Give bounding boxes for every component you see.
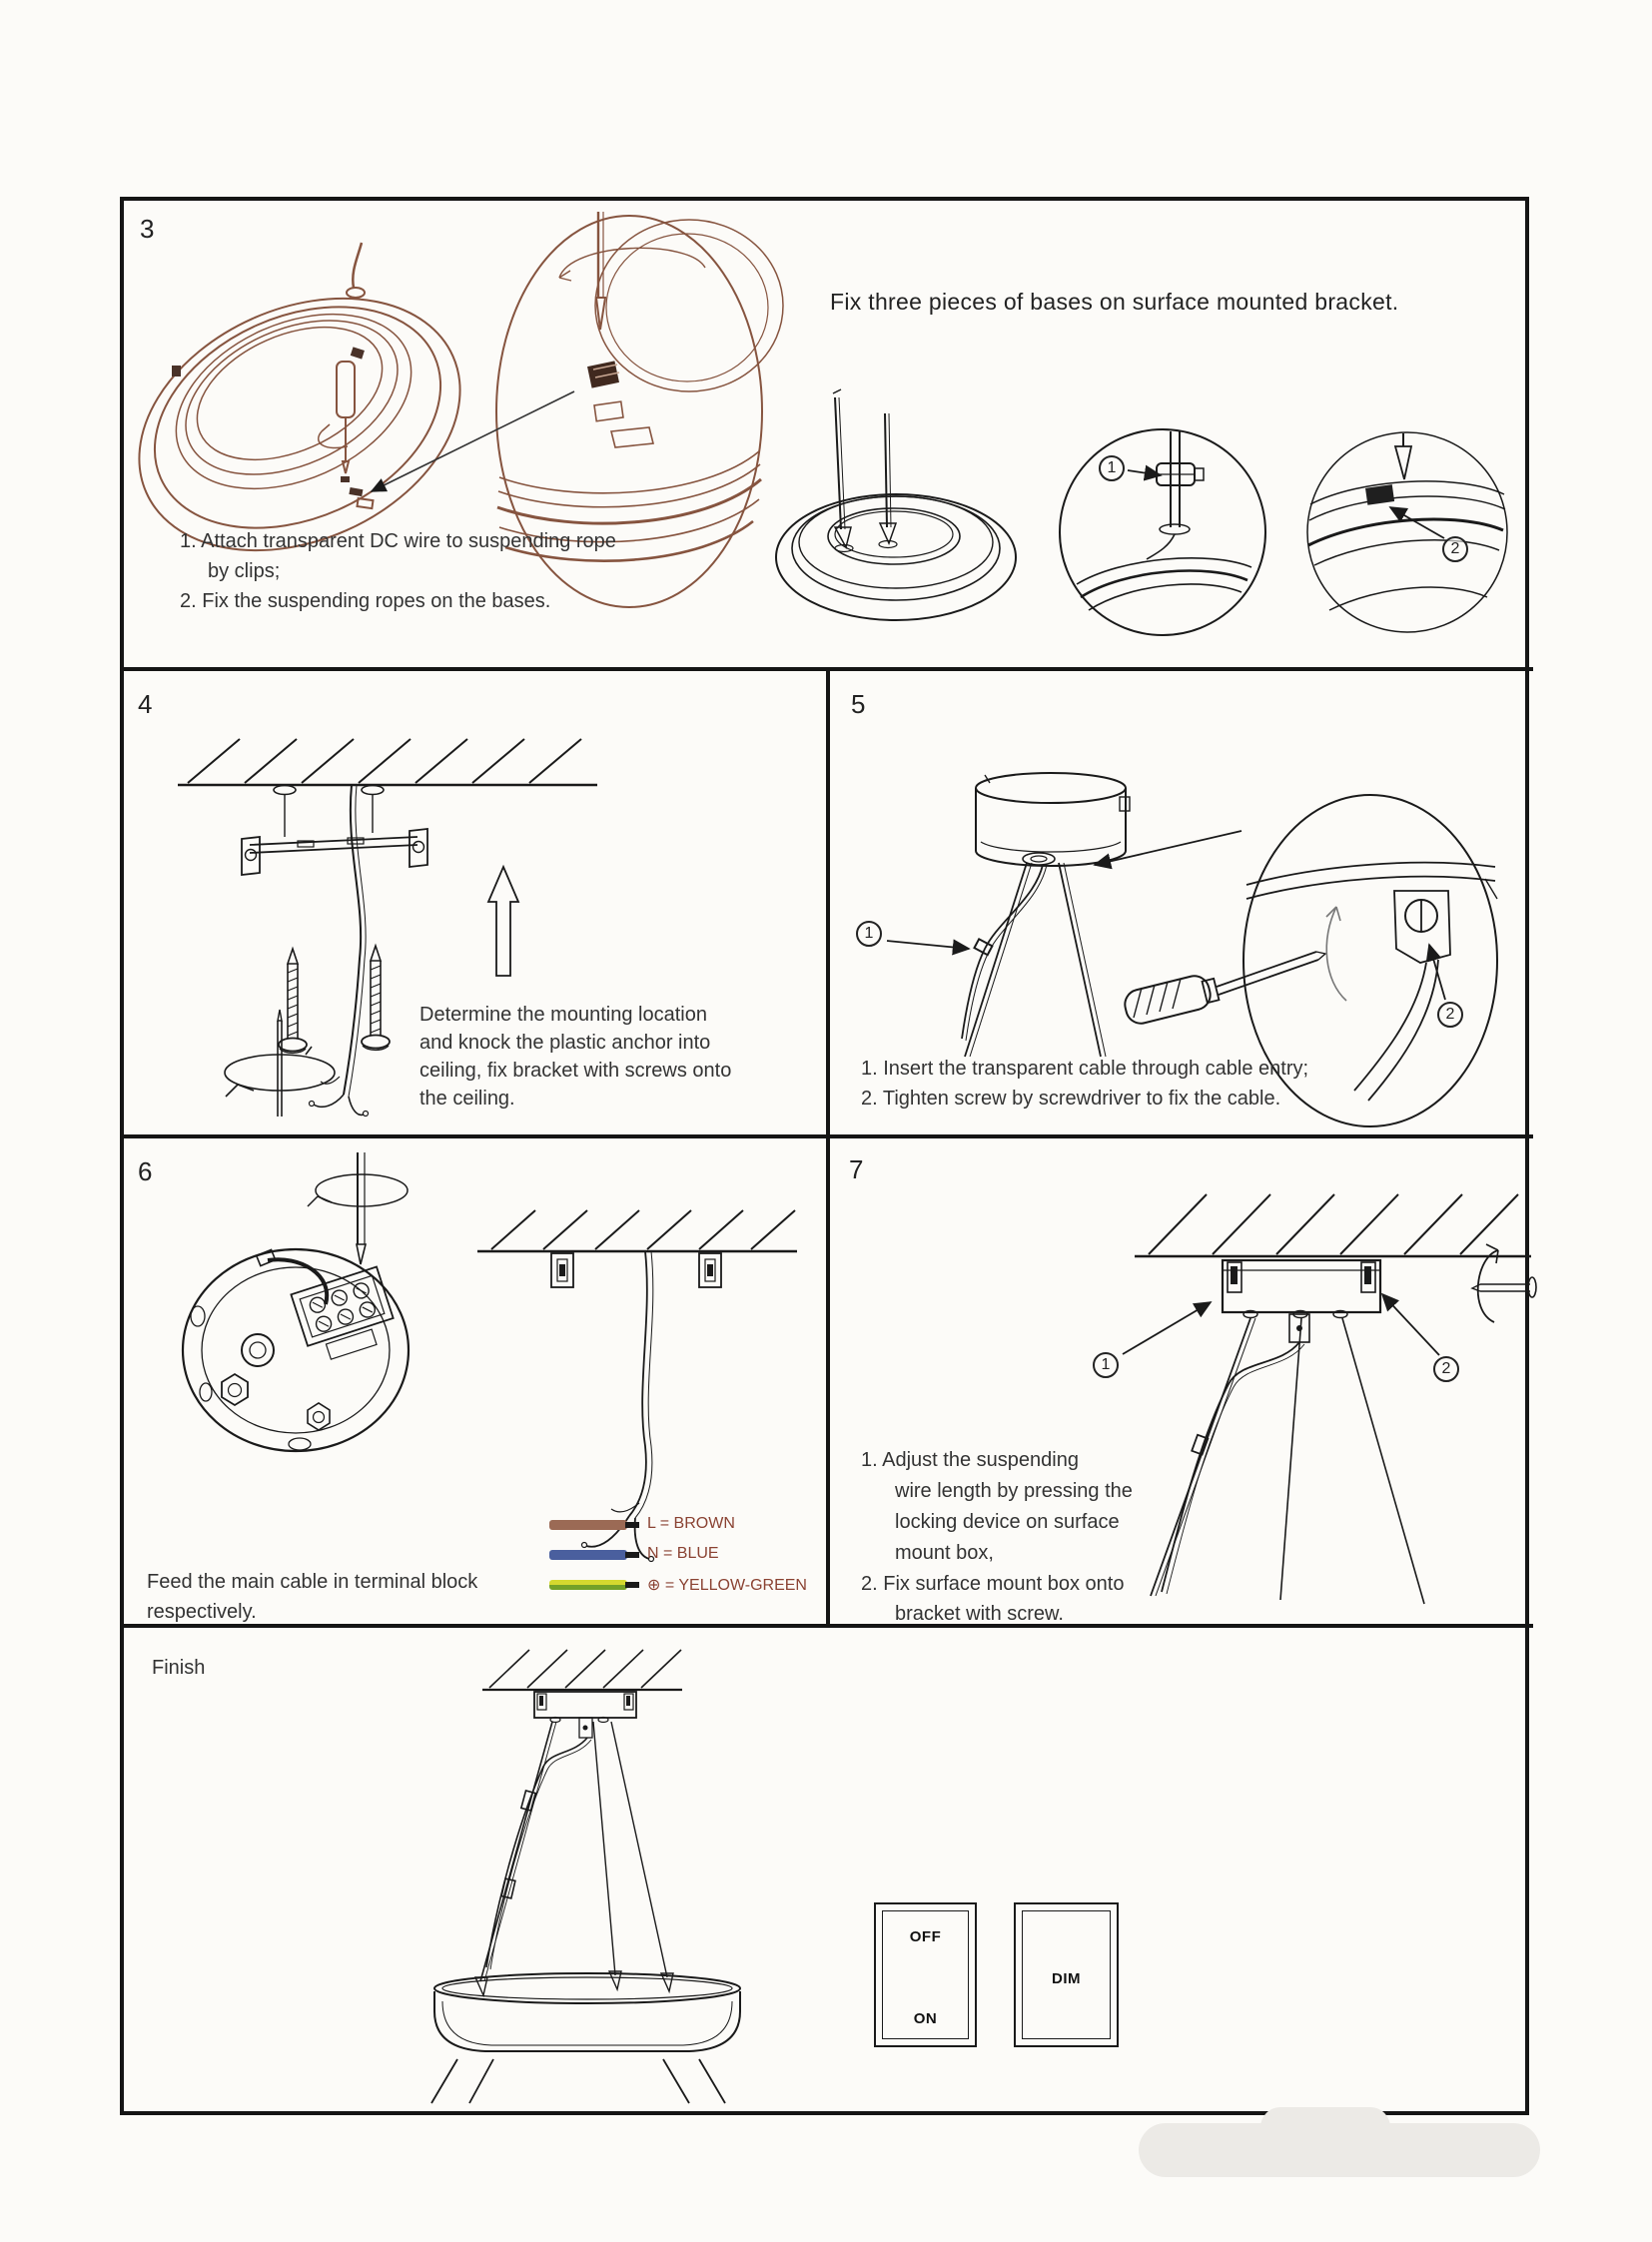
step4-text-line2: and knock the plastic anchor into — [419, 1032, 711, 1054]
step3-callout2-arrow — [1390, 507, 1444, 538]
step6-terminal-drawing — [183, 1152, 409, 1451]
step7-text-line6: bracket with screw. — [895, 1603, 1064, 1625]
step5-callout-2: 2 — [1437, 1002, 1463, 1028]
step7-callout2-arrow — [1382, 1294, 1439, 1355]
step3-instruction-line1: 1. Attach transparent DC wire to suspending rope — [180, 530, 616, 552]
brown-wire-swatch — [549, 1520, 627, 1530]
step3-heading: Fix three pieces of bases on surface mounted bracket. — [830, 289, 1399, 315]
step5-instruction-line1: 1. Insert the transparent cable through cable entry; — [861, 1058, 1309, 1080]
step5-instruction-line2: 2. Tighten screw by screwdriver to fix the cable. — [861, 1088, 1281, 1110]
legend-label-earth: ⊕ = YELLOW-GREEN — [647, 1577, 807, 1594]
step7-number: 7 — [849, 1154, 864, 1184]
switch-off-label: OFF — [909, 1928, 942, 1945]
step3-number: 3 — [140, 214, 155, 244]
step4-text-line3: ceiling, fix bracket with screws onto — [419, 1060, 732, 1082]
wire-tip — [625, 1522, 639, 1528]
step3-base-with-rods-drawing — [776, 389, 1016, 620]
step7-text-line4: mount box, — [895, 1542, 994, 1564]
step6-text-line1: Feed the main cable in terminal block — [147, 1571, 478, 1593]
step5-callout1-arrow — [887, 941, 969, 949]
step6-number: 6 — [138, 1156, 153, 1186]
step3-detail-circle-2 — [1307, 432, 1507, 632]
toggle-switch-plate — [874, 1902, 977, 2047]
yellow-green-wire-swatch — [549, 1580, 627, 1590]
step7-text-line1: 1. Adjust the suspending — [861, 1449, 1079, 1471]
step6-text-line2: respectively. — [147, 1601, 257, 1623]
legend-label-live: L = BROWN — [647, 1515, 735, 1532]
step4-number: 4 — [138, 689, 153, 719]
blue-wire-swatch — [549, 1550, 627, 1560]
step7-text-line2: wire length by pressing the — [895, 1480, 1133, 1502]
step7-callout1-arrow — [1123, 1302, 1211, 1354]
step5-callout-1: 1 — [856, 921, 882, 947]
step3-callout-1: 1 — [1099, 455, 1125, 481]
watermark-smudge — [1260, 2107, 1390, 2147]
step3-instruction-line3: 2. Fix the suspending ropes on the bases. — [180, 590, 551, 612]
step5-pointer-arrow — [1095, 831, 1241, 865]
step3-detail-circle-1 — [1060, 429, 1265, 635]
legend-label-neutral: N = BLUE — [647, 1545, 719, 1562]
step4-text-line1: Determine the mounting location — [419, 1004, 707, 1026]
switch-on-label: ON — [913, 2010, 938, 2027]
step7-drawing — [1135, 1194, 1536, 1604]
dimmer-plate — [1014, 1902, 1119, 2047]
wire-tip — [625, 1582, 639, 1588]
step7-text-line3: locking device on surface — [895, 1511, 1120, 1533]
step5-callout2-arrow — [1429, 945, 1445, 1000]
step3-instruction-line2: by clips; — [208, 560, 281, 582]
step7-text-line5: 2. Fix surface mount box onto — [861, 1573, 1125, 1595]
step3-callout-2: 2 — [1442, 536, 1468, 562]
step7-callout-1: 1 — [1093, 1352, 1119, 1378]
wire-tip — [625, 1552, 639, 1558]
finish-label: Finish — [152, 1657, 206, 1679]
finish-lamp-drawing — [431, 1650, 740, 2103]
step7-callout-2: 2 — [1433, 1356, 1459, 1382]
step5-number: 5 — [851, 689, 866, 719]
dimmer-label: DIM — [1052, 1970, 1081, 1987]
step6-ceiling-cable-drawing — [477, 1210, 797, 1562]
step4-text-line4: the ceiling. — [419, 1088, 515, 1110]
